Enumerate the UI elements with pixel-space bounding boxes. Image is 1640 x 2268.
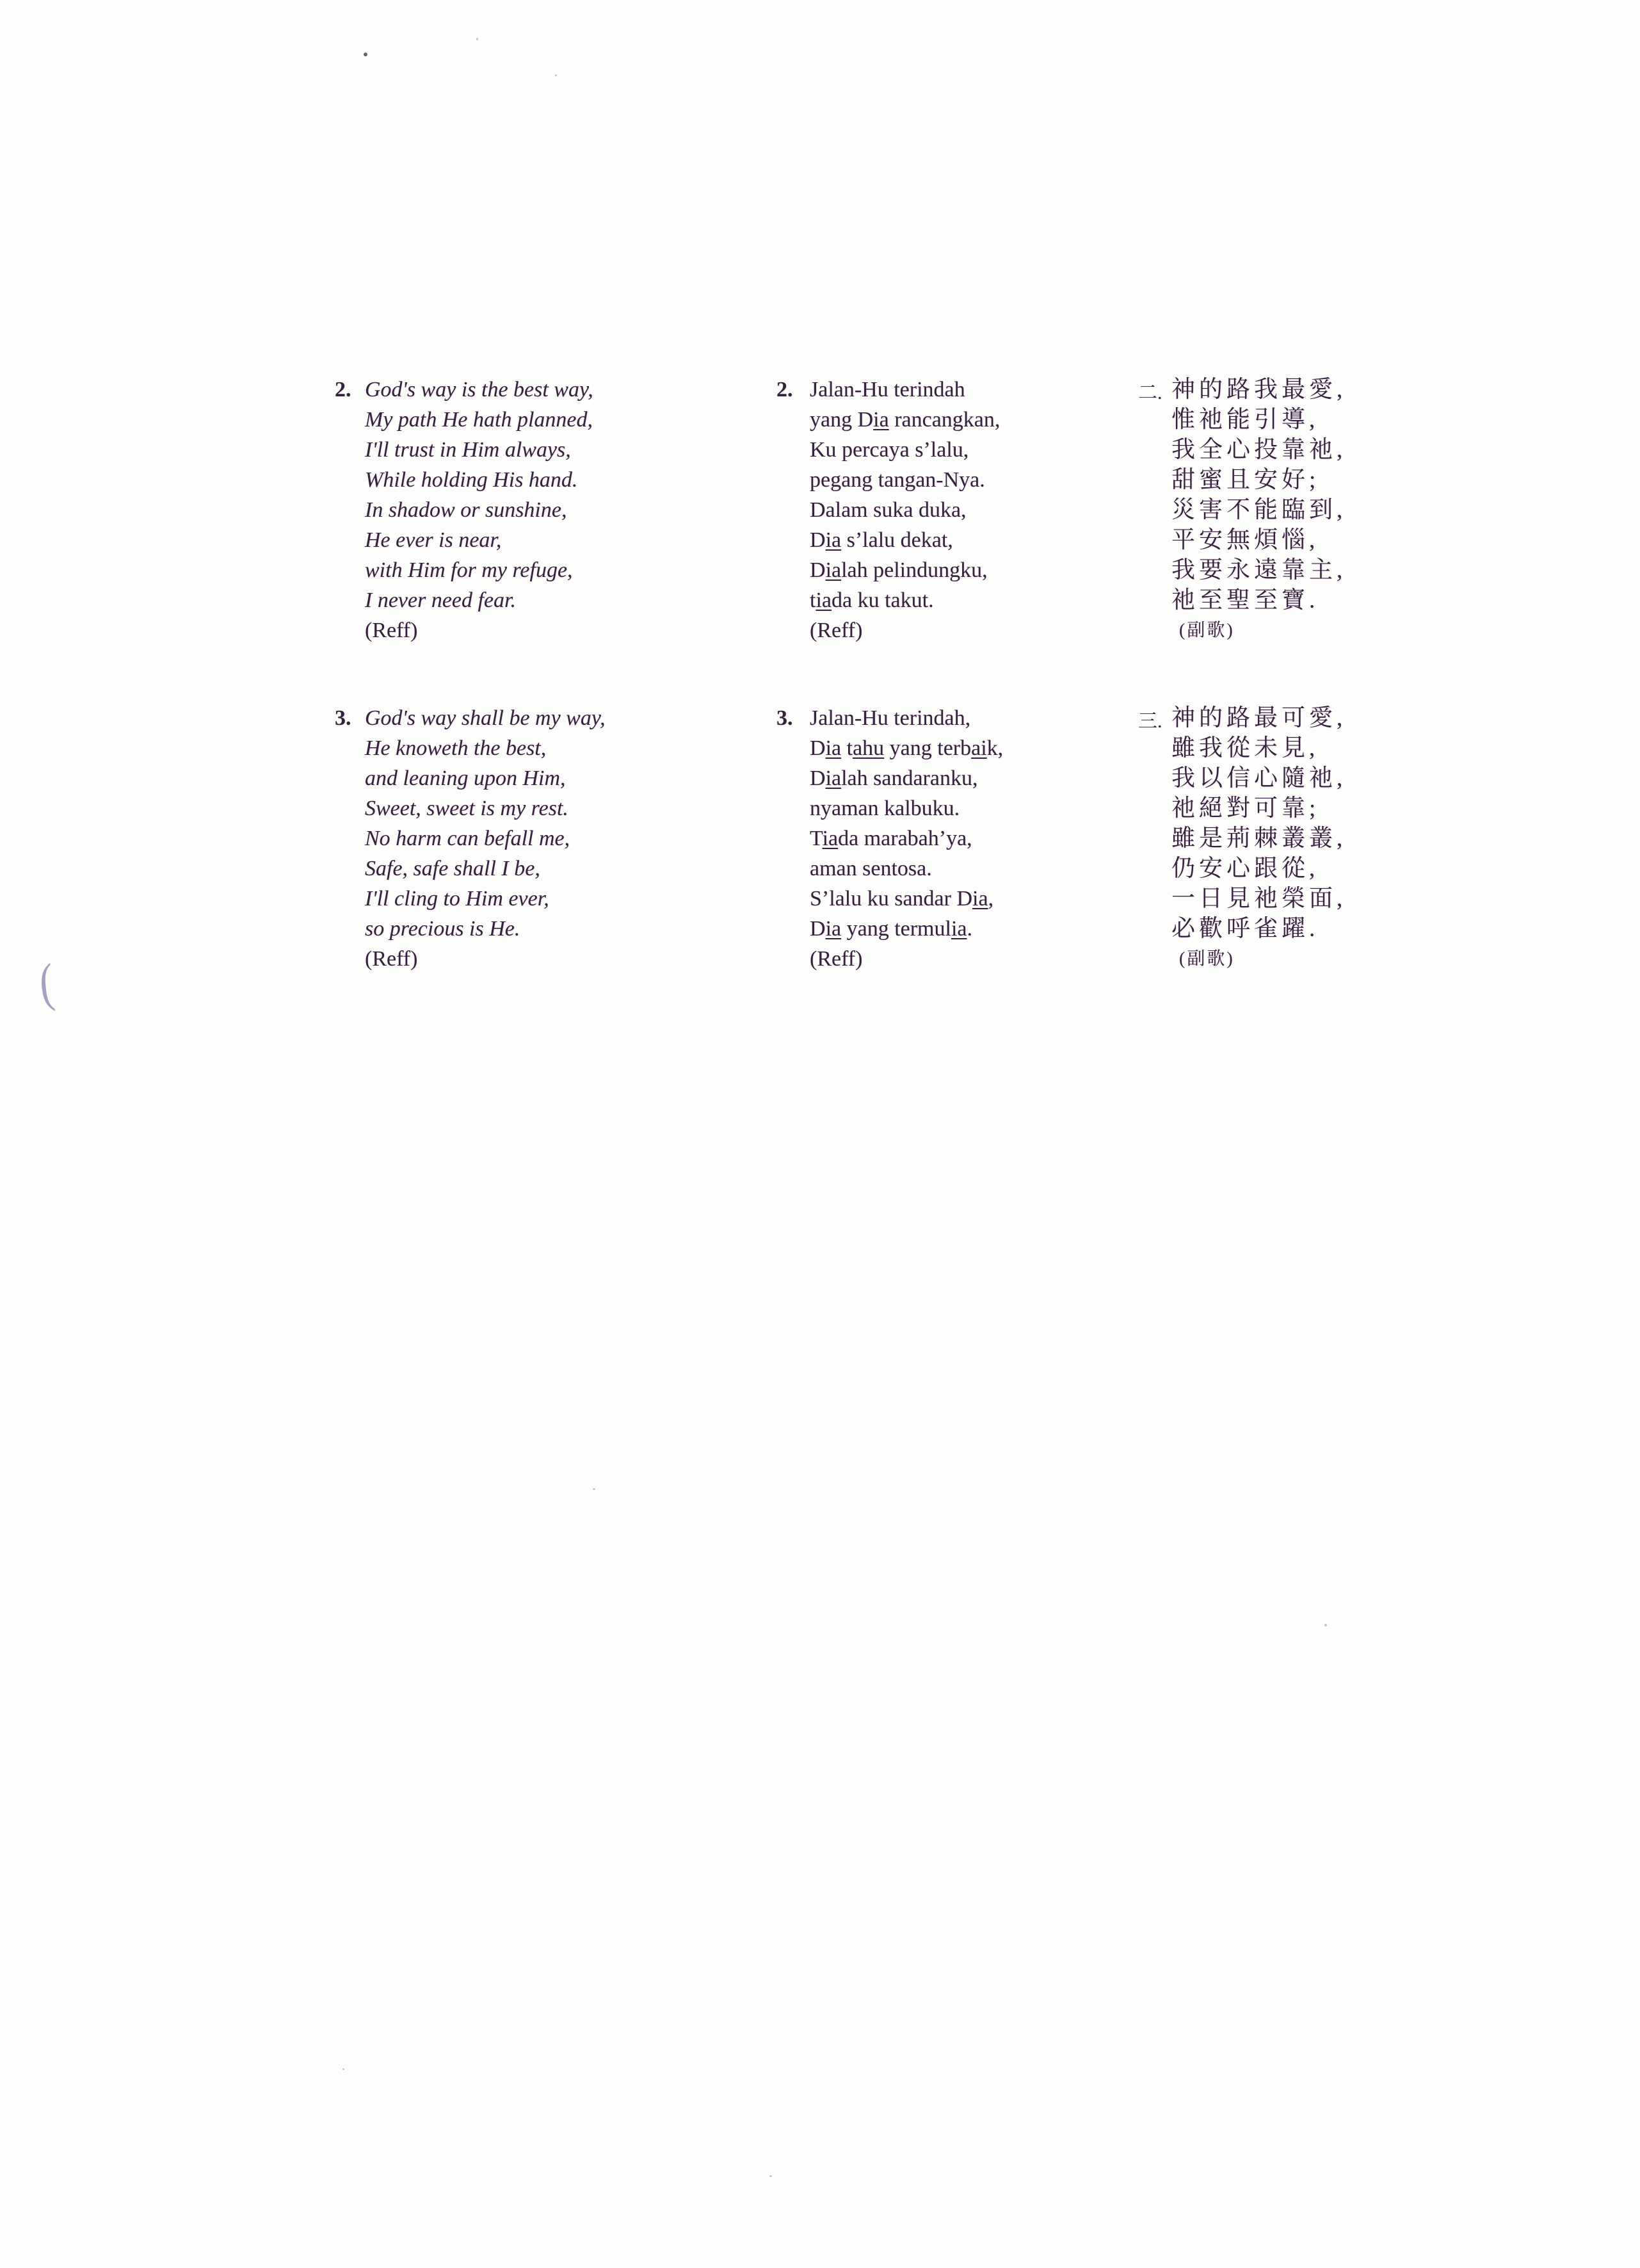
verse-indonesian-2 bbox=[776, 375, 1000, 645]
underlined-syllable: ai bbox=[971, 736, 987, 760]
text-segment: Jalan-Hu terindah, bbox=[810, 706, 971, 730]
verse-line bbox=[1171, 854, 1346, 884]
text-segment: 神的路最可愛, bbox=[1171, 705, 1347, 731]
text-segment: 災害不能臨到, bbox=[1171, 497, 1347, 523]
text-segment: rancangkan, bbox=[888, 408, 1001, 432]
text-segment: 雖我從未見, bbox=[1171, 735, 1319, 761]
text-segment: (副歌) bbox=[1179, 620, 1235, 640]
verse-lines bbox=[365, 375, 593, 645]
verse-line bbox=[810, 763, 1003, 793]
verse-line bbox=[1171, 733, 1346, 763]
verse-line bbox=[1171, 914, 1346, 944]
text-segment: Ku percaya s’lalu, bbox=[810, 438, 969, 462]
verse-line bbox=[1171, 763, 1346, 793]
text-segment: k, bbox=[986, 736, 1004, 760]
text-segment: 祂絕對可靠; bbox=[1171, 795, 1320, 822]
verse-line bbox=[810, 585, 1000, 615]
verse-line bbox=[365, 465, 593, 495]
text-segment: 我全心投靠祂, bbox=[1171, 437, 1347, 463]
verse-line bbox=[1171, 944, 1346, 974]
verse-line bbox=[365, 435, 593, 465]
verse-line bbox=[810, 615, 1000, 645]
verse-line bbox=[1171, 555, 1346, 585]
text-segment: 必歡呼雀躍. bbox=[1171, 916, 1319, 942]
text-segment: t bbox=[810, 588, 816, 612]
text-segment: No harm can befall me, bbox=[365, 827, 570, 850]
verse-line bbox=[1171, 435, 1346, 465]
text-segment: (Reff) bbox=[810, 619, 863, 642]
text-segment: da ku takut. bbox=[832, 588, 934, 612]
text-segment: 神的路我最愛, bbox=[1171, 377, 1347, 403]
scan-speck bbox=[364, 53, 367, 56]
verse-number: 二. bbox=[1138, 382, 1162, 403]
verse-line bbox=[1171, 703, 1346, 733]
underlined-syllable: ia bbox=[825, 558, 842, 582]
verse-line bbox=[1171, 375, 1346, 405]
verse-line bbox=[1171, 495, 1346, 525]
underlined-syllable: ia bbox=[825, 766, 842, 790]
text-segment: 平安無煩惱, bbox=[1171, 527, 1319, 553]
underlined-syllable: ia bbox=[825, 736, 842, 760]
text-segment: , bbox=[988, 887, 994, 911]
verse-lines bbox=[365, 703, 606, 974]
text-segment: yang termul bbox=[841, 917, 951, 941]
text-segment: pegang tangan-Nya. bbox=[810, 468, 985, 492]
verse-line bbox=[365, 884, 606, 914]
text-segment: T bbox=[810, 827, 823, 850]
verse-line bbox=[365, 793, 606, 823]
verse-line bbox=[365, 555, 593, 585]
verse-line bbox=[1171, 884, 1346, 914]
stray-pen-mark: ( bbox=[36, 952, 57, 1013]
verse-line bbox=[1171, 793, 1346, 823]
verse-line bbox=[810, 703, 1003, 733]
verse-line bbox=[365, 525, 593, 555]
verse-number: 三. bbox=[1138, 711, 1162, 732]
text-segment: 仍安心跟從, bbox=[1171, 855, 1319, 882]
verse-number: 3. bbox=[335, 706, 351, 730]
text-segment: yang D bbox=[810, 408, 874, 432]
verse-lines bbox=[1171, 375, 1346, 645]
verse-number: 3. bbox=[776, 706, 793, 730]
verse-line bbox=[365, 823, 606, 854]
verse-line bbox=[365, 375, 593, 405]
verse-line bbox=[810, 793, 1003, 823]
text-segment: with Him for my refuge, bbox=[365, 558, 573, 582]
underlined-syllable: ahu bbox=[853, 736, 885, 760]
verse-line bbox=[810, 914, 1003, 944]
text-segment: My path He hath planned, bbox=[365, 408, 593, 432]
text-segment: 我以信心隨祂, bbox=[1171, 765, 1347, 791]
text-segment: He ever is near, bbox=[365, 528, 502, 552]
text-segment: lah sandaranku, bbox=[841, 766, 978, 790]
text-segment: (Reff) bbox=[365, 947, 418, 971]
text-segment: D bbox=[810, 766, 826, 790]
verse-indonesian-3 bbox=[776, 703, 1003, 974]
text-segment: Sweet, sweet is my rest. bbox=[365, 797, 568, 820]
verse-line bbox=[810, 944, 1003, 974]
verse-chinese-3 bbox=[1138, 703, 1346, 974]
text-segment: 雖是荊棘叢叢, bbox=[1171, 825, 1347, 852]
scan-speck bbox=[555, 74, 557, 76]
verse-number: 2. bbox=[776, 378, 793, 401]
text-segment: da marabah’ya, bbox=[838, 827, 972, 850]
text-segment: I'll trust in Him always, bbox=[365, 438, 571, 462]
text-segment: In shadow or sunshine, bbox=[365, 498, 567, 522]
underlined-syllable: ia bbox=[972, 887, 988, 911]
verse-line bbox=[365, 914, 606, 944]
verse-english-3 bbox=[335, 703, 606, 974]
verse-line bbox=[1171, 465, 1346, 495]
text-segment: 祂至聖至寶. bbox=[1171, 587, 1319, 613]
text-segment: lah pelindungku, bbox=[841, 558, 988, 582]
text-segment: (Reff) bbox=[810, 947, 863, 971]
verse-line bbox=[810, 405, 1000, 435]
verse-line bbox=[810, 375, 1000, 405]
text-segment: Safe, safe shall I be, bbox=[365, 857, 540, 880]
text-segment: and leaning upon Him, bbox=[365, 766, 566, 790]
scan-speck bbox=[476, 38, 478, 40]
text-segment: D bbox=[810, 558, 826, 582]
text-segment: t bbox=[841, 736, 853, 760]
verse-line bbox=[365, 763, 606, 793]
text-segment: nyaman kalbuku. bbox=[810, 797, 960, 820]
verse-line bbox=[365, 854, 606, 884]
scan-speck bbox=[593, 1488, 595, 1490]
text-segment: (副歌) bbox=[1179, 949, 1235, 969]
text-segment: . bbox=[967, 917, 972, 941]
verse-lines bbox=[810, 375, 1000, 645]
text-segment: Dalam suka duka, bbox=[810, 498, 967, 522]
text-segment: 惟祂能引導, bbox=[1171, 407, 1319, 433]
verse-line bbox=[365, 405, 593, 435]
text-segment: D bbox=[810, 917, 826, 941]
scan-speck bbox=[1324, 1624, 1327, 1626]
text-segment: D bbox=[810, 736, 826, 760]
verse-line bbox=[365, 703, 606, 733]
text-segment: S’lalu ku sandar D bbox=[810, 887, 973, 911]
verse-line bbox=[365, 944, 606, 974]
text-segment: While holding His hand. bbox=[365, 468, 578, 492]
verse-english-2 bbox=[335, 375, 593, 645]
verse-lines bbox=[810, 703, 1003, 974]
verse-line bbox=[1171, 615, 1346, 645]
verse-line bbox=[365, 615, 593, 645]
text-segment: yang terb bbox=[884, 736, 972, 760]
text-segment: (Reff) bbox=[365, 619, 418, 642]
verse-line bbox=[810, 823, 1003, 854]
text-segment: aman sentosa. bbox=[810, 857, 932, 880]
underlined-syllable: ia bbox=[822, 827, 839, 850]
verse-line bbox=[810, 733, 1003, 763]
text-segment: s’lalu dekat, bbox=[841, 528, 953, 552]
verse-line bbox=[810, 495, 1000, 525]
text-segment: I never need fear. bbox=[365, 588, 517, 612]
underlined-syllable: ia bbox=[816, 588, 832, 612]
verse-line bbox=[1171, 585, 1346, 615]
verse-line bbox=[365, 733, 606, 763]
verse-line bbox=[810, 435, 1000, 465]
text-segment: 甜蜜且安好; bbox=[1171, 467, 1320, 493]
verse-chinese-2 bbox=[1138, 375, 1346, 645]
underlined-syllable: ia bbox=[825, 528, 842, 552]
scan-speck bbox=[342, 2068, 344, 2070]
verse-line bbox=[810, 884, 1003, 914]
underlined-syllable: ia bbox=[873, 408, 889, 432]
verse-line bbox=[365, 495, 593, 525]
verse-line bbox=[810, 555, 1000, 585]
verse-line bbox=[1171, 405, 1346, 435]
text-segment: God's way is the best way, bbox=[365, 378, 593, 401]
verse-lines bbox=[1171, 703, 1346, 974]
text-segment: He knoweth the best, bbox=[365, 736, 547, 760]
underlined-syllable: ia bbox=[825, 917, 842, 941]
verse-line bbox=[1171, 823, 1346, 854]
verse-line bbox=[365, 585, 593, 615]
verse-line bbox=[810, 854, 1003, 884]
verse-number: 2. bbox=[335, 378, 351, 401]
text-segment: God's way shall be my way, bbox=[365, 706, 606, 730]
text-segment: Jalan-Hu terindah bbox=[810, 378, 965, 401]
text-segment: 一日見祂榮面, bbox=[1171, 886, 1347, 912]
verse-line bbox=[810, 525, 1000, 555]
verse-line bbox=[810, 465, 1000, 495]
text-segment: 我要永遠靠主, bbox=[1171, 557, 1347, 583]
text-segment: I'll cling to Him ever, bbox=[365, 887, 549, 911]
scan-speck bbox=[769, 2175, 772, 2177]
text-segment: so precious is He. bbox=[365, 917, 520, 941]
verse-line bbox=[1171, 525, 1346, 555]
text-segment: D bbox=[810, 528, 826, 552]
underlined-syllable: ia bbox=[951, 917, 967, 941]
